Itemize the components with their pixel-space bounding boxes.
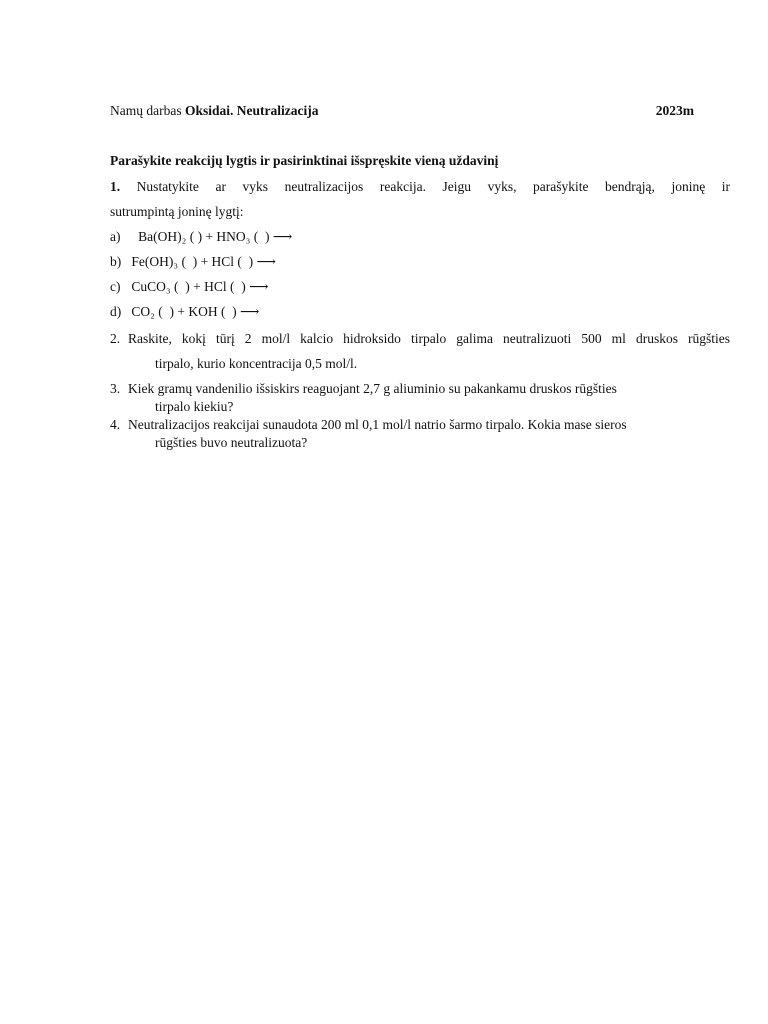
reaction-b: [110, 254, 276, 270]
reaction-equation: Fe(OH)₃ ( ) + HCl ( ) ⟶: [131, 254, 276, 269]
reaction-equation: CO₂ ( ) + KOH ( ) ⟶: [131, 304, 260, 319]
task-1-line-1: [110, 179, 730, 195]
question-number: 4.: [110, 417, 121, 432]
reaction-label: d): [110, 304, 122, 319]
instruction: Parašykite reakcijų lygtis ir pasirinktinai išspręskite vieną uždavinį: [110, 153, 499, 168]
question-number: 2.: [110, 331, 121, 346]
task-1-line-2: sutrumpintą joninę lygtį:: [110, 204, 244, 219]
reaction-c: [110, 279, 268, 295]
reaction-equation: Ba(OH)₂ ( ) + HNO₃ ( ) ⟶: [131, 229, 293, 244]
task-1-number: 1.: [110, 179, 121, 194]
question-line-2: tirpalo, kurio koncentracija 0,5 mol/l.: [155, 356, 358, 371]
question-line-1: Raskite, kokį tūrį 2 mol/l kalcio hidroksido tirpalo galima neutralizuoti 500 ml druskos rūgšties: [128, 331, 730, 346]
header-year: 2023m: [655, 103, 694, 118]
question-line-1: Neutralizacijos reakcijai sunaudota 200 ml 0,1 mol/l natrio šarmo tirpalo. Kokia mase sieros: [128, 417, 627, 432]
question-line-1: Kiek gramų vandenilio išsiskirs reaguojant 2,7 g aliuminio su pakankamu druskos rūgšties: [128, 381, 617, 396]
question-line-2: rūgšties buvo neutralizuota?: [155, 435, 308, 450]
reaction-equation: CuCO₃ ( ) + HCl ( ) ⟶: [131, 279, 269, 294]
question-line-2: tirpalo kiekiu?: [155, 399, 234, 414]
reaction-a: [110, 229, 292, 245]
question-number: 3.: [110, 381, 121, 396]
header-title: Oksidai. Neutralizacija: [184, 103, 319, 118]
header-title-line: [110, 103, 318, 119]
task-1-text: Nustatykite ar vyks neutralizacijos reakcija. Jeigu vyks, parašykite bendrąją, joninę ir: [136, 179, 730, 194]
reaction-d: [110, 304, 259, 320]
reaction-label: c): [110, 279, 121, 294]
header-prefix: Namų darbas: [110, 103, 182, 118]
reaction-label: b): [110, 254, 122, 269]
reaction-label: a): [110, 229, 121, 244]
